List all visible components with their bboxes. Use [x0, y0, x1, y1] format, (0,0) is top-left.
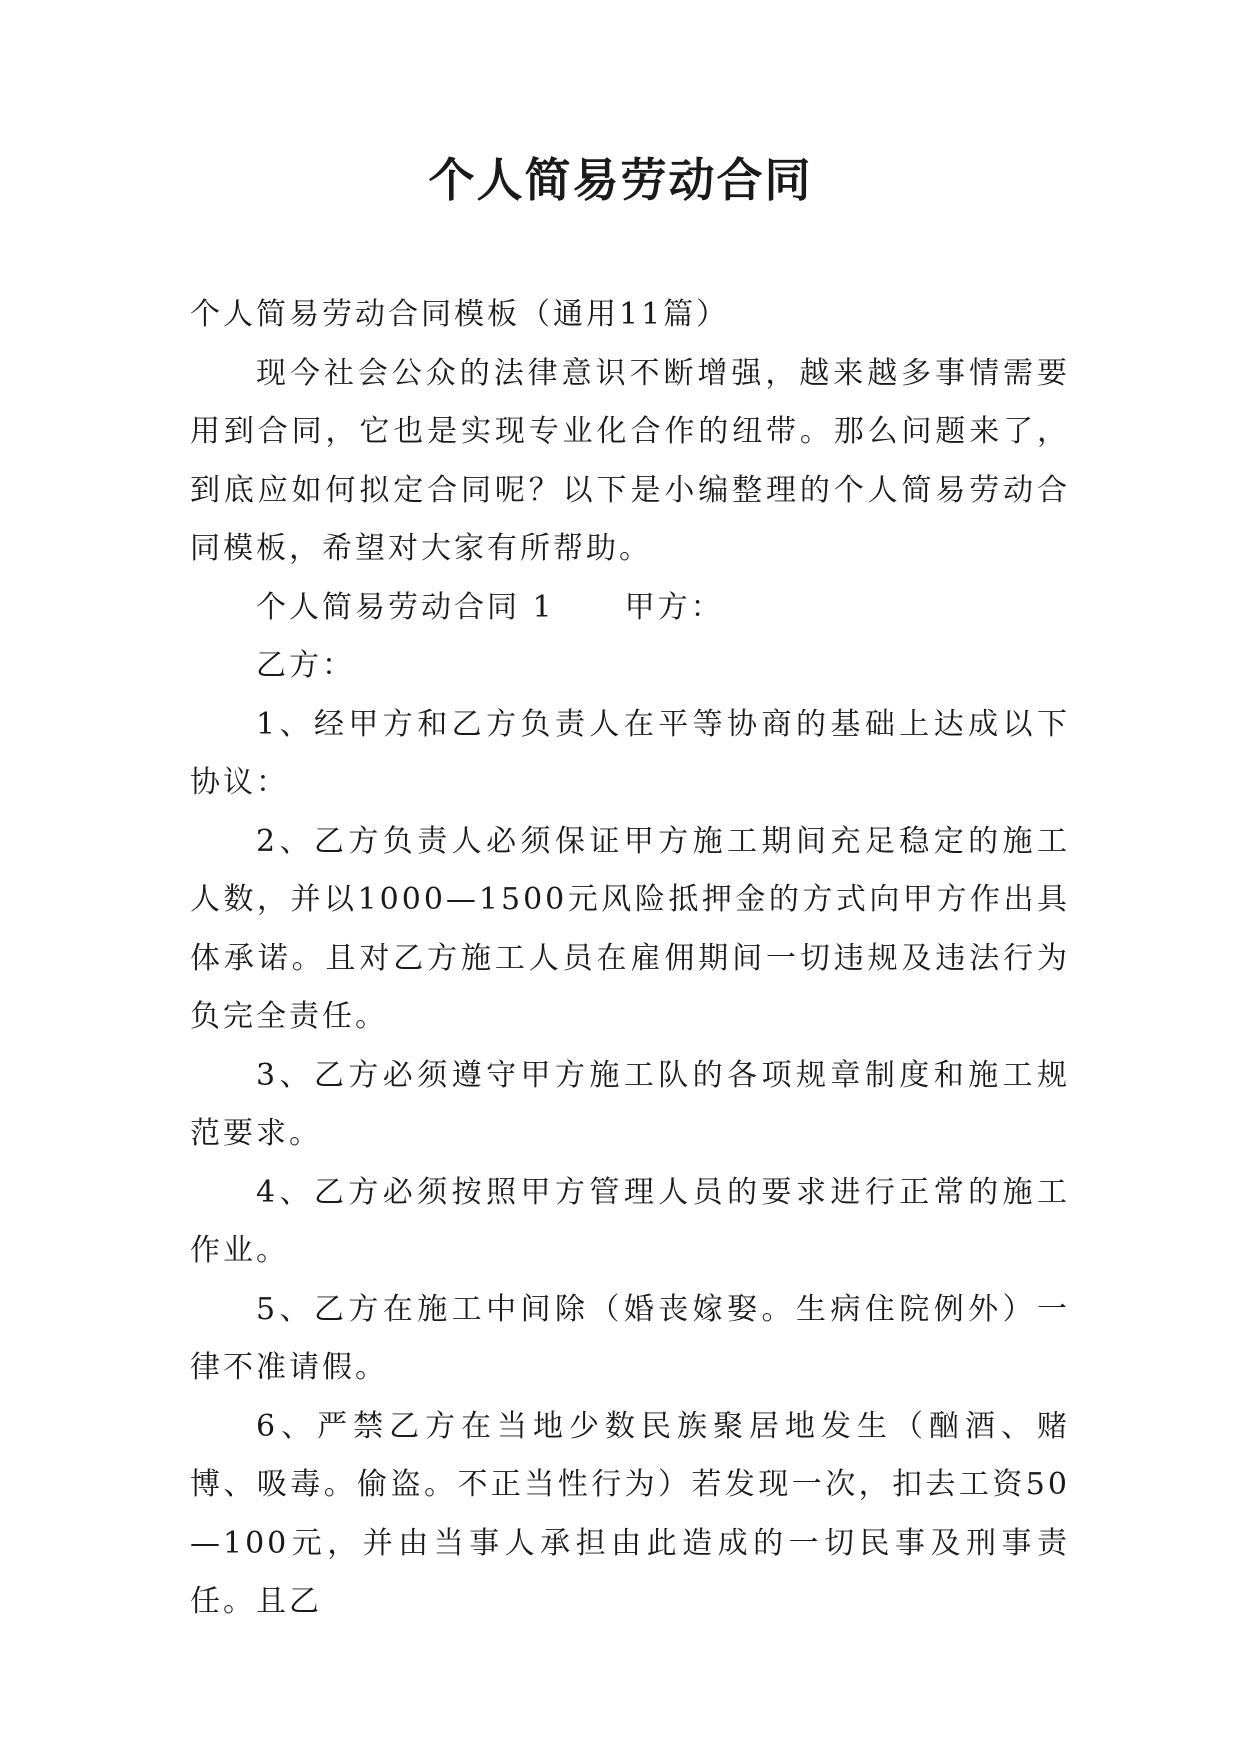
clause-4: 4、乙方必须按照甲方管理人员的要求进行正常的施工作业。	[190, 1174, 1070, 1268]
clause-3: 3、乙方必须遵守甲方施工队的各项规章制度和施工规范要求。	[190, 1057, 1070, 1151]
clause-5: 5、乙方在施工中间除（婚丧嫁娶。生病住院例外）一律不准请假。	[190, 1291, 1070, 1385]
clause-2: 2、乙方负责人必须保证甲方施工期间充足稳定的施工人数，并以1000—1500元风险抵押金的方式向甲方作出具体承诺。且对乙方施工人员在雇佣期间一切违规及违法行为负完全责任。	[190, 823, 1070, 1034]
document-body	[190, 286, 1070, 1632]
clause-6: 6、严禁乙方在当地少数民族聚居地发生（酗酒、赌博、吸毒。偷盗。不正当性行为）若发现一次，扣去工资50—100元，并由当事人承担由此造成的一切民事及刑事责任。且乙	[190, 1408, 1070, 1619]
clause-1: 1、经甲方和乙方负责人在平等协商的基础上达成以下协议：	[190, 706, 1070, 800]
intro-paragraph: 现今社会公众的法律意识不断增强，越来越多事情需要用到合同，它也是实现专业化合作的纽带。那么问题来了，到底应如何拟定合同呢？以下是小编整理的个人简易劳动合同模板，希望对大家有所帮助。	[190, 355, 1070, 566]
contract-heading-line	[190, 579, 1070, 638]
document-title: 个人简易劳动合同	[428, 153, 813, 207]
party-a-label: 甲方：	[624, 589, 724, 625]
document-subtitle: 个人简易劳动合同模板（通用11篇）	[190, 297, 730, 332]
party-b-label: 乙方：	[256, 648, 355, 683]
contract-heading: 个人简易劳动合同 1	[256, 589, 555, 625]
